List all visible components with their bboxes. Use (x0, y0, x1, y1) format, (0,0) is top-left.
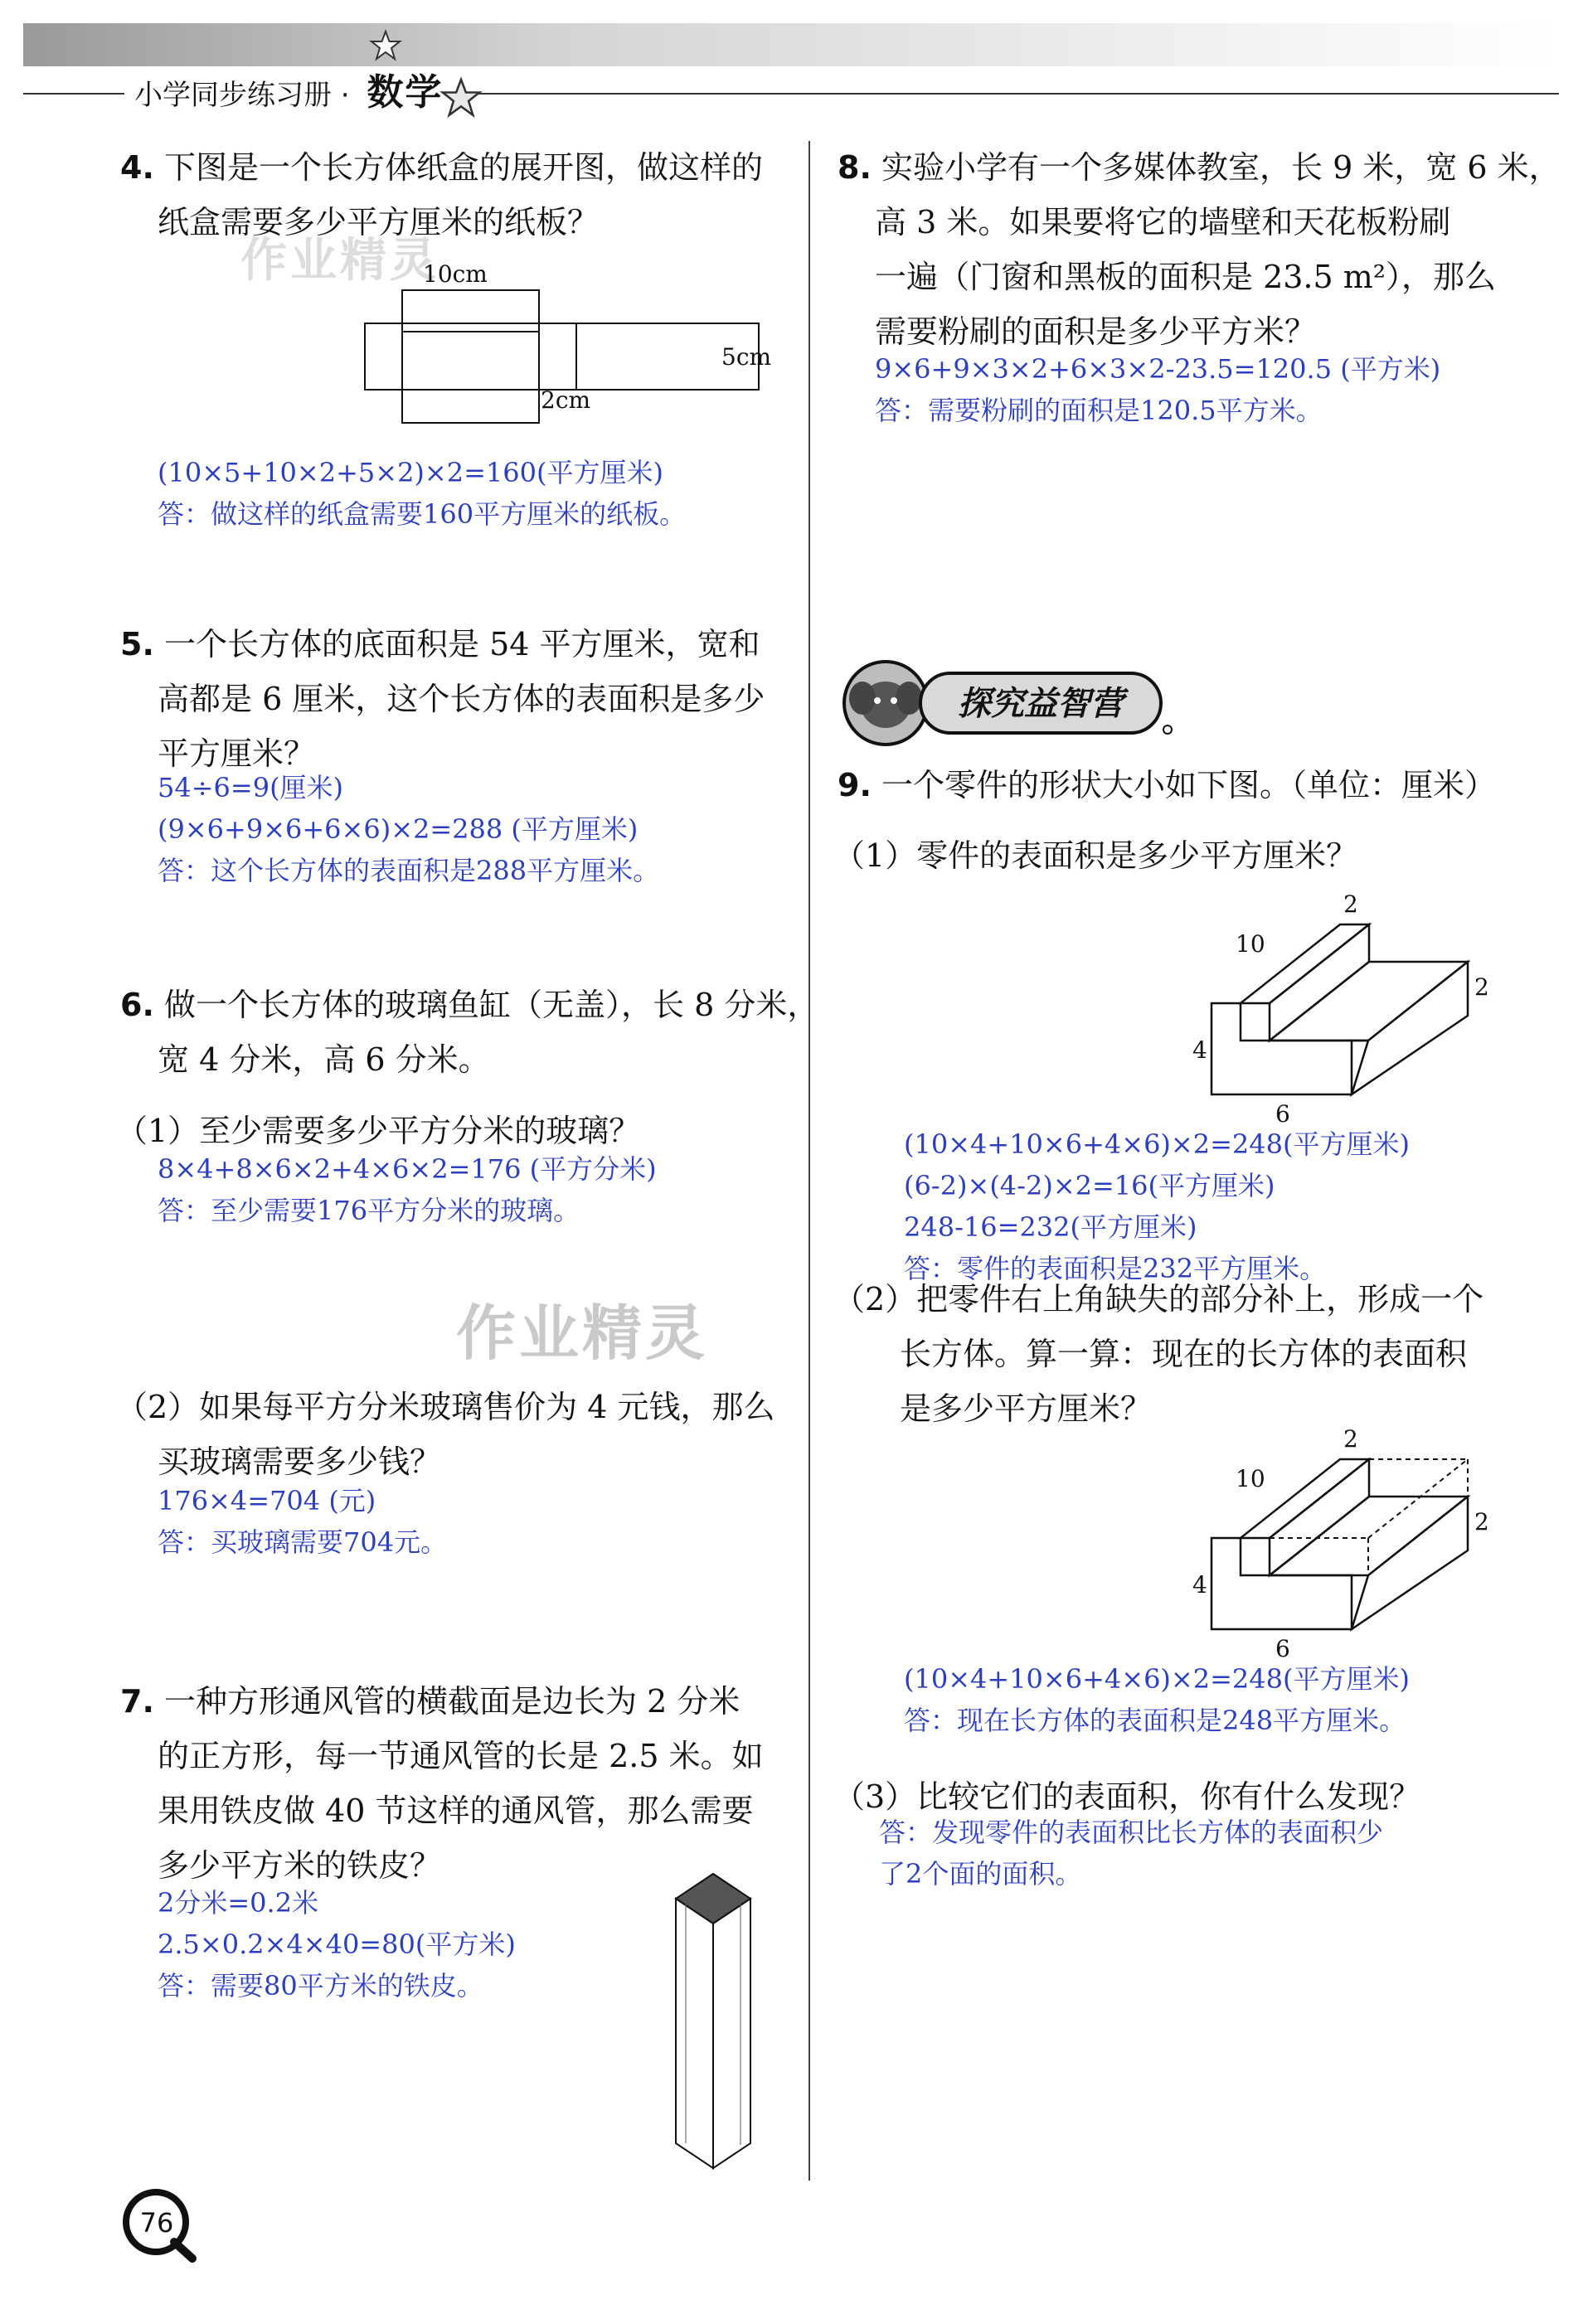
answer-line: 9×6+9×3×2+6×3×2-23.5=120.5 (平方米) (875, 353, 1441, 385)
page-number: 76 (139, 2207, 174, 2239)
question-text: 多少平方米的铁皮？ (158, 1847, 442, 1884)
answer-line: 2分米=0.2米 (158, 1887, 319, 1919)
answer-line: 了2个面的面积。 (879, 1858, 1082, 1890)
question-text: 做一个长方体的玻璃鱼缸（无盖），长 8 分米， (163, 987, 819, 1023)
section-badge-label: 探究益智营 (958, 685, 1124, 723)
question-text: 一个长方体的底面积是 54 平方厘米，宽和 (163, 626, 760, 662)
question-part: （2）如果每平方分米玻璃售价为 4 元钱，那么 (116, 1389, 775, 1425)
question-text: 宽 4 分米，高 6 分米。 (158, 1041, 490, 1078)
question-text: 平方厘米？ (158, 735, 316, 772)
question-text: 一种方形通风管的横截面是边长为 2 分米 (163, 1683, 741, 1720)
question-part: （3）比较它们的表面积，你有什么发现？ (833, 1778, 1421, 1815)
dimension-label: 6 (1275, 1100, 1290, 1128)
question-7 (120, 1675, 740, 1728)
question-text: 长方体。算一算：现在的长方体的表面积 (900, 1336, 1468, 1372)
question-text: 高都是 6 厘米，这个长方体的表面积是多少 (158, 681, 765, 717)
dimension-label: 2cm (541, 386, 591, 414)
box-net-diagram (357, 257, 788, 423)
dimension-label: 4 (1192, 1036, 1207, 1064)
question-number: 9. (838, 767, 872, 803)
question-part: （1）至少需要多少平方分米的玻璃？ (116, 1113, 641, 1149)
star-icon (369, 29, 402, 62)
question-number: 5. (120, 626, 154, 662)
question-number: 8. (838, 149, 872, 186)
dimension-label: 10 (1236, 1465, 1265, 1492)
answer-line: 答：现在长方体的表面积是248平方厘米。 (904, 1705, 1406, 1736)
question-part: （1）零件的表面积是多少平方厘米？ (833, 837, 1358, 874)
watermark-text: 作业精灵 (240, 234, 439, 288)
question-text: 是多少平方厘米？ (900, 1390, 1153, 1427)
answer-line: (10×4+10×6+4×6)×2=248(平方厘米) (904, 1128, 1410, 1160)
dimension-label: 2 (1474, 1508, 1489, 1536)
question-9 (838, 759, 1496, 812)
answer-line: 答：需要粉刷的面积是120.5平方米。 (875, 395, 1323, 426)
page-header-title (124, 70, 453, 116)
answer-line: 176×4=704 (元) (158, 1485, 376, 1516)
question-5 (120, 618, 760, 671)
question-text: 实验小学有一个多媒体教室，长 9 米，宽 6 米， (881, 149, 1561, 186)
question-text: 的正方形，每一节通风管的长是 2.5 米。如 (158, 1738, 764, 1774)
ventilation-pipe-figure (668, 1870, 767, 2193)
star-icon-outline (439, 76, 483, 119)
question-number: 6. (120, 987, 154, 1023)
question-number: 4. (120, 149, 154, 186)
book-title: 小学同步练习册 · (134, 79, 359, 112)
answer-line: 54÷6=9(厘米) (158, 772, 344, 803)
question-4 (120, 141, 763, 194)
question-text: 高 3 米。如果要将它的墙壁和天花板粉刷 (875, 204, 1451, 240)
answer-line: 答：买玻璃需要704元。 (158, 1526, 448, 1558)
question-text: 需要粉刷的面积是多少平方米？ (875, 313, 1317, 350)
dimension-label: 4 (1192, 1571, 1207, 1599)
completed-cuboid-figure (1192, 1422, 1493, 1662)
column-divider (808, 141, 810, 2181)
answer-line: (10×4+10×6+4×6)×2=248(平方厘米) (904, 1663, 1410, 1695)
answer-line: 答：发现零件的表面积比长方体的表面积少 (879, 1817, 1384, 1848)
dimension-label: 5cm (721, 343, 772, 371)
answer-line: 248-16=232(平方厘米) (904, 1211, 1197, 1243)
question-text: 果用铁皮做 40 节这样的通风管，那么需要 (158, 1793, 754, 1829)
answer-line: 答：需要80平方米的铁皮。 (158, 1970, 483, 2001)
answer-line: 答：至少需要176平方分米的玻璃。 (158, 1195, 580, 1226)
answer-line: 答：这个长方体的表面积是288平方厘米。 (158, 855, 660, 886)
answer-line: 答：做这样的纸盒需要160平方厘米的纸板。 (158, 498, 687, 530)
question-text: 一个零件的形状大小如下图。（单位：厘米） (881, 767, 1496, 803)
question-part: （2）把零件右上角缺失的部分补上，形成一个 (833, 1281, 1484, 1317)
dimension-label: 10 (1236, 930, 1265, 958)
answer-line: 答：零件的表面积是232平方厘米。 (904, 1253, 1327, 1284)
dimension-label: 2 (1474, 973, 1489, 1001)
dimension-label: 6 (1275, 1635, 1290, 1662)
question-text: 下图是一个长方体纸盒的展开图，做这样的 (163, 149, 763, 186)
dimension-label: 2 (1343, 890, 1358, 918)
watermark-text: 作业精灵 (456, 1298, 709, 1368)
dimension-label: 2 (1343, 1425, 1358, 1453)
part-figure (1192, 887, 1493, 1128)
answer-line: (6-2)×(4-2)×2=16(平方厘米) (904, 1170, 1275, 1201)
answer-line: 2.5×0.2×4×40=80(平方米) (158, 1929, 516, 1960)
header-band (23, 23, 1559, 66)
answer-line: (9×6+9×6+6×6)×2=288 (平方厘米) (158, 813, 639, 845)
question-8 (838, 141, 1561, 194)
dimension-label: 10cm (423, 260, 488, 288)
answer-line: 8×4+8×6×2+4×6×2=176 (平方分米) (158, 1153, 657, 1185)
subject-title: 数学 (367, 71, 444, 114)
question-text: 纸盒需要多少平方厘米的纸板？ (158, 204, 600, 240)
answer-line: (10×5+10×2+5×2)×2=160(平方厘米) (158, 457, 663, 488)
question-number: 7. (120, 1683, 154, 1720)
question-6 (120, 978, 818, 1031)
question-text: 买玻璃需要多少钱？ (158, 1443, 442, 1480)
question-text: 一遍（门窗和黑板的面积是 23.5 m²），那么 (875, 259, 1497, 295)
